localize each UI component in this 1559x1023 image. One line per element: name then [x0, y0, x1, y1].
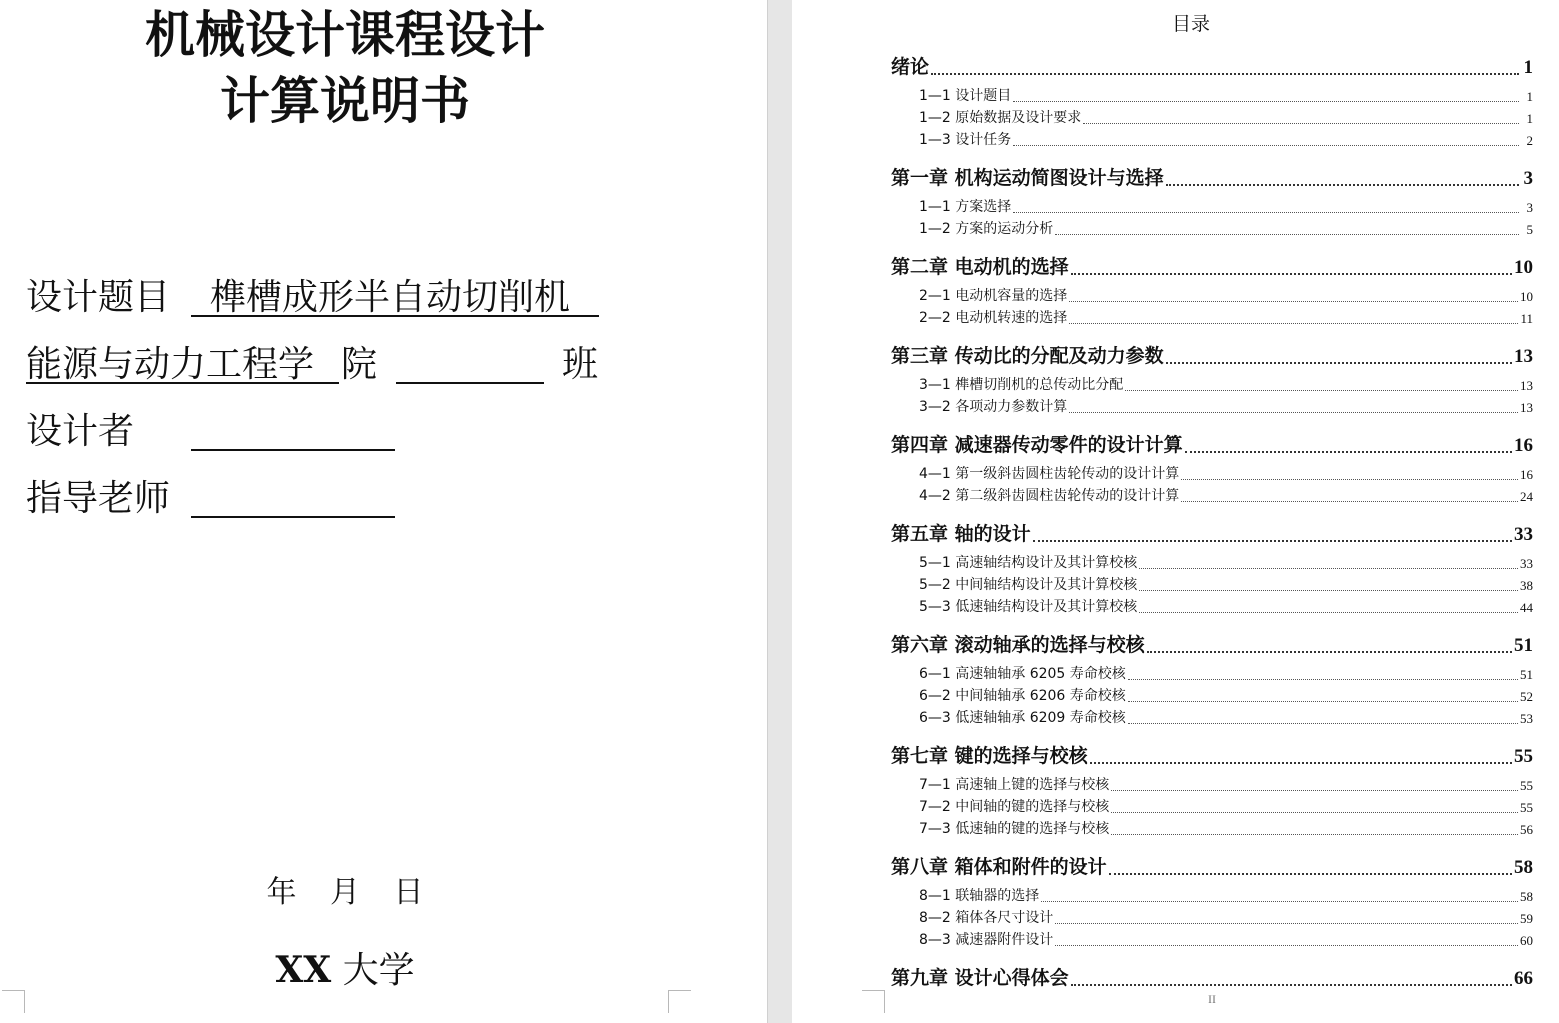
toc-leader-dots — [1109, 873, 1512, 875]
toc-entry-title: 6—3 低速轴轴承 6209 寿命校核 — [919, 710, 1126, 726]
toc-leader-dots — [1083, 123, 1519, 124]
toc-chapter-entry[interactable] — [891, 163, 1533, 190]
cover-title-line2: 计算说明书 — [220, 71, 470, 130]
toc-leader-dots — [1055, 945, 1518, 946]
toc-entry-page: 1 — [1523, 57, 1533, 78]
toc-entry-title: 7—3 低速轴的键的选择与校核 — [919, 821, 1110, 837]
toc-section-entry[interactable] — [891, 374, 1533, 394]
toc-section-entry[interactable] — [891, 129, 1533, 149]
toc-entry-page: 58 — [1520, 889, 1533, 904]
toc-section-entry[interactable] — [891, 796, 1533, 816]
toc-entry-title: 第六章 滚动轴承的选择与校核 — [891, 634, 1145, 656]
toc-leader-dots — [1013, 101, 1519, 102]
university-prefix: XX — [275, 949, 332, 991]
toc-chapter-entry[interactable] — [891, 252, 1533, 279]
toc-section-entry[interactable] — [891, 107, 1533, 127]
toc-leader-dots — [1071, 273, 1512, 275]
toc-leader-dots — [1055, 923, 1518, 924]
toc-entry-title: 3—1 榫槽切削机的总传动比分配 — [919, 377, 1124, 393]
toc-entry-title: 5—3 低速轴结构设计及其计算校核 — [919, 599, 1138, 615]
toc-chapter-entry[interactable] — [891, 519, 1533, 546]
toc-entry-page: 10 — [1520, 289, 1533, 304]
toc-leader-dots — [1033, 540, 1512, 542]
toc-entry-title: 2—1 电动机容量的选择 — [919, 288, 1068, 304]
toc-entry-title: 1—2 方案的运动分析 — [919, 221, 1054, 237]
toc-entry-title: 5—1 高速轴结构设计及其计算校核 — [919, 555, 1138, 571]
cover-page — [0, 0, 767, 1023]
toc-entry-title: 1—3 设计任务 — [919, 132, 1012, 148]
toc-entry-title: 绪论 — [891, 56, 930, 78]
school-underline — [26, 382, 339, 384]
page-number: II — [1208, 992, 1216, 1006]
toc-entry-page: 55 — [1520, 778, 1533, 793]
toc-section-entry[interactable] — [891, 596, 1533, 616]
toc-entry-page: 13 — [1520, 400, 1533, 415]
toc-section-entry[interactable] — [891, 463, 1533, 483]
toc-section-entry[interactable] — [891, 907, 1533, 927]
toc-entry-page: 53 — [1520, 711, 1533, 726]
toc-leader-dots — [1013, 212, 1519, 213]
toc-chapter-entry[interactable] — [891, 52, 1533, 79]
toc-section-entry[interactable] — [891, 485, 1533, 505]
toc-entry-title: 6—2 中间轴轴承 6206 寿命校核 — [919, 688, 1126, 704]
toc-section-entry[interactable] — [891, 685, 1533, 705]
toc-entry-title: 4—2 第二级斜齿圆柱齿轮传动的设计计算 — [919, 488, 1180, 504]
toc-leader-dots — [1147, 651, 1512, 653]
toc-entry-title: 第二章 电动机的选择 — [891, 256, 1069, 278]
toc-entry-page: 60 — [1520, 933, 1533, 948]
toc-leader-dots — [1069, 323, 1518, 324]
toc-section-entry[interactable] — [891, 196, 1533, 216]
toc-leader-dots — [1069, 301, 1518, 302]
page-gutter — [767, 0, 793, 1023]
toc-chapter-entry[interactable] — [891, 852, 1533, 879]
toc-leader-dots — [1128, 679, 1518, 680]
toc-leader-dots — [1013, 145, 1519, 146]
toc-entry-page: 51 — [1520, 667, 1533, 682]
toc-entry-page: 16 — [1520, 467, 1533, 482]
toc-entry-page: 38 — [1520, 578, 1533, 593]
designer-underline — [191, 449, 395, 451]
toc-leader-dots — [1185, 451, 1512, 453]
toc-leader-dots — [1069, 412, 1518, 413]
toc-entry-page: 33 — [1520, 556, 1533, 571]
advisor-label: 指导老师 — [26, 478, 171, 519]
toc-entry-page: 33 — [1514, 524, 1533, 545]
toc-leader-dots — [1111, 790, 1518, 791]
toc-entry-title: 第四章 减速器传动零件的设计计算 — [891, 434, 1183, 456]
date-year: 年 — [266, 875, 297, 910]
toc-entry-page: 3 — [1526, 200, 1533, 215]
advisor-underline — [191, 516, 395, 518]
toc-entry-title: 7—1 高速轴上键的选择与校核 — [919, 777, 1110, 793]
toc-entry-page: 5 — [1526, 222, 1533, 237]
toc-entry-title: 第七章 键的选择与校核 — [891, 745, 1088, 767]
toc-chapter-entry[interactable] — [891, 430, 1533, 457]
page-corner-mark — [668, 990, 691, 1013]
toc-section-entry[interactable] — [891, 929, 1533, 949]
toc-entry-title: 第九章 设计心得体会 — [891, 967, 1069, 989]
toc-entry-title: 8—3 减速器附件设计 — [919, 932, 1054, 948]
toc-leader-dots — [1128, 701, 1518, 702]
class-suffix: 班 — [562, 344, 599, 385]
toc-chapter-entry[interactable] — [891, 341, 1533, 368]
toc-entry-title: 1—2 原始数据及设计要求 — [919, 110, 1082, 126]
toc-entry-page: 58 — [1514, 857, 1533, 878]
class-underline — [396, 382, 544, 384]
toc-leader-dots — [1181, 501, 1518, 502]
toc-entry-page: 52 — [1520, 689, 1533, 704]
toc-section-entry[interactable] — [891, 307, 1533, 327]
toc-leader-dots — [1041, 901, 1518, 902]
toc-entry-page: 13 — [1514, 346, 1533, 367]
toc-leader-dots — [1125, 390, 1518, 391]
toc-leader-dots — [1139, 612, 1518, 613]
toc-entry-title: 1—1 设计题目 — [919, 88, 1012, 104]
toc-entry-title: 6—1 高速轴轴承 6205 寿命校核 — [919, 666, 1126, 682]
toc-entry-page: 16 — [1514, 435, 1533, 456]
toc-section-entry[interactable] — [891, 396, 1533, 416]
toc-entry-page: 55 — [1520, 800, 1533, 815]
page-corner-mark — [862, 990, 885, 1013]
toc-entry-title: 3—2 各项动力参数计算 — [919, 399, 1068, 415]
topic-label: 设计题目 — [26, 277, 171, 318]
toc-entry-title: 5—2 中间轴结构设计及其计算校核 — [919, 577, 1138, 593]
toc-chapter-entry[interactable] — [891, 963, 1533, 990]
toc-section-entry[interactable] — [891, 552, 1533, 572]
school-suffix: 院 — [341, 344, 378, 385]
toc-section-entry[interactable] — [891, 885, 1533, 905]
topic-value: 榫槽成形半自动切削机 — [210, 277, 571, 318]
toc-leader-dots — [1166, 362, 1512, 364]
toc-entry-page: 1 — [1526, 111, 1533, 126]
toc-chapter-entry[interactable] — [891, 630, 1533, 657]
toc-leader-dots — [1139, 568, 1518, 569]
toc-section-entry[interactable] — [891, 774, 1533, 794]
toc-heading: 目录 — [1172, 13, 1211, 35]
toc-leader-dots — [1139, 590, 1518, 591]
university-name — [0, 942, 690, 993]
toc-entry-page: 44 — [1520, 600, 1533, 615]
toc-entry-page: 56 — [1520, 822, 1533, 837]
toc-section-entry[interactable] — [891, 85, 1533, 105]
toc-leader-dots — [1166, 184, 1519, 186]
toc-leader-dots — [931, 73, 1519, 75]
cover-title-line1: 机械设计课程设计 — [145, 5, 545, 64]
toc-entry-title: 8—1 联轴器的选择 — [919, 888, 1040, 904]
toc-leader-dots — [1071, 984, 1512, 986]
toc-entry-title: 4—1 第一级斜齿圆柱齿轮传动的设计计算 — [919, 466, 1180, 482]
university-suffix: 大学 — [342, 950, 415, 991]
toc-leader-dots — [1090, 762, 1512, 764]
toc-section-entry[interactable] — [891, 285, 1533, 305]
toc-entry-page: 24 — [1520, 489, 1533, 504]
toc-entry-page: 10 — [1514, 257, 1533, 278]
date-day: 日 — [393, 875, 424, 910]
toc-entry-page: 66 — [1514, 968, 1533, 989]
toc-entry-title: 7—2 中间轴的键的选择与校核 — [919, 799, 1110, 815]
toc-section-entry[interactable] — [891, 218, 1533, 238]
toc-entry-page: 55 — [1514, 746, 1533, 767]
toc-entry-title: 8—2 箱体各尺寸设计 — [919, 910, 1054, 926]
page-corner-mark — [2, 990, 25, 1013]
toc-entry-page: 2 — [1526, 133, 1533, 148]
toc-entry-title: 第五章 轴的设计 — [891, 523, 1031, 545]
toc-section-entry[interactable] — [891, 707, 1533, 727]
toc-entry-title: 1—1 方案选择 — [919, 199, 1012, 215]
toc-section-entry[interactable] — [891, 818, 1533, 838]
toc-leader-dots — [1111, 834, 1518, 835]
date-month: 月 — [330, 875, 360, 910]
toc-leader-dots — [1128, 723, 1518, 724]
designer-label: 设计者 — [26, 411, 135, 452]
toc-entry-title: 第八章 箱体和附件的设计 — [891, 856, 1107, 878]
toc-leader-dots — [1111, 812, 1518, 813]
toc-leader-dots — [1055, 234, 1519, 235]
toc-entry-page: 51 — [1514, 635, 1533, 656]
toc-entry-page: 1 — [1526, 89, 1533, 104]
toc-chapter-entry[interactable] — [891, 741, 1533, 768]
toc-page — [792, 0, 1559, 1023]
toc-entry-page: 11 — [1520, 311, 1533, 326]
toc-section-entry[interactable] — [891, 663, 1533, 683]
school-value: 能源与动力工程学 — [26, 344, 315, 385]
toc-entry-page: 59 — [1520, 911, 1533, 926]
toc-entry-title: 第一章 机构运动简图设计与选择 — [891, 167, 1164, 189]
date-line — [0, 867, 690, 911]
toc-leader-dots — [1181, 479, 1518, 480]
toc-entry-title: 2—2 电动机转速的选择 — [919, 310, 1068, 326]
toc-section-entry[interactable] — [891, 574, 1533, 594]
toc-entry-page: 13 — [1520, 378, 1533, 393]
toc-entry-page: 3 — [1523, 168, 1533, 189]
toc-entry-title: 第三章 传动比的分配及动力参数 — [891, 345, 1164, 367]
